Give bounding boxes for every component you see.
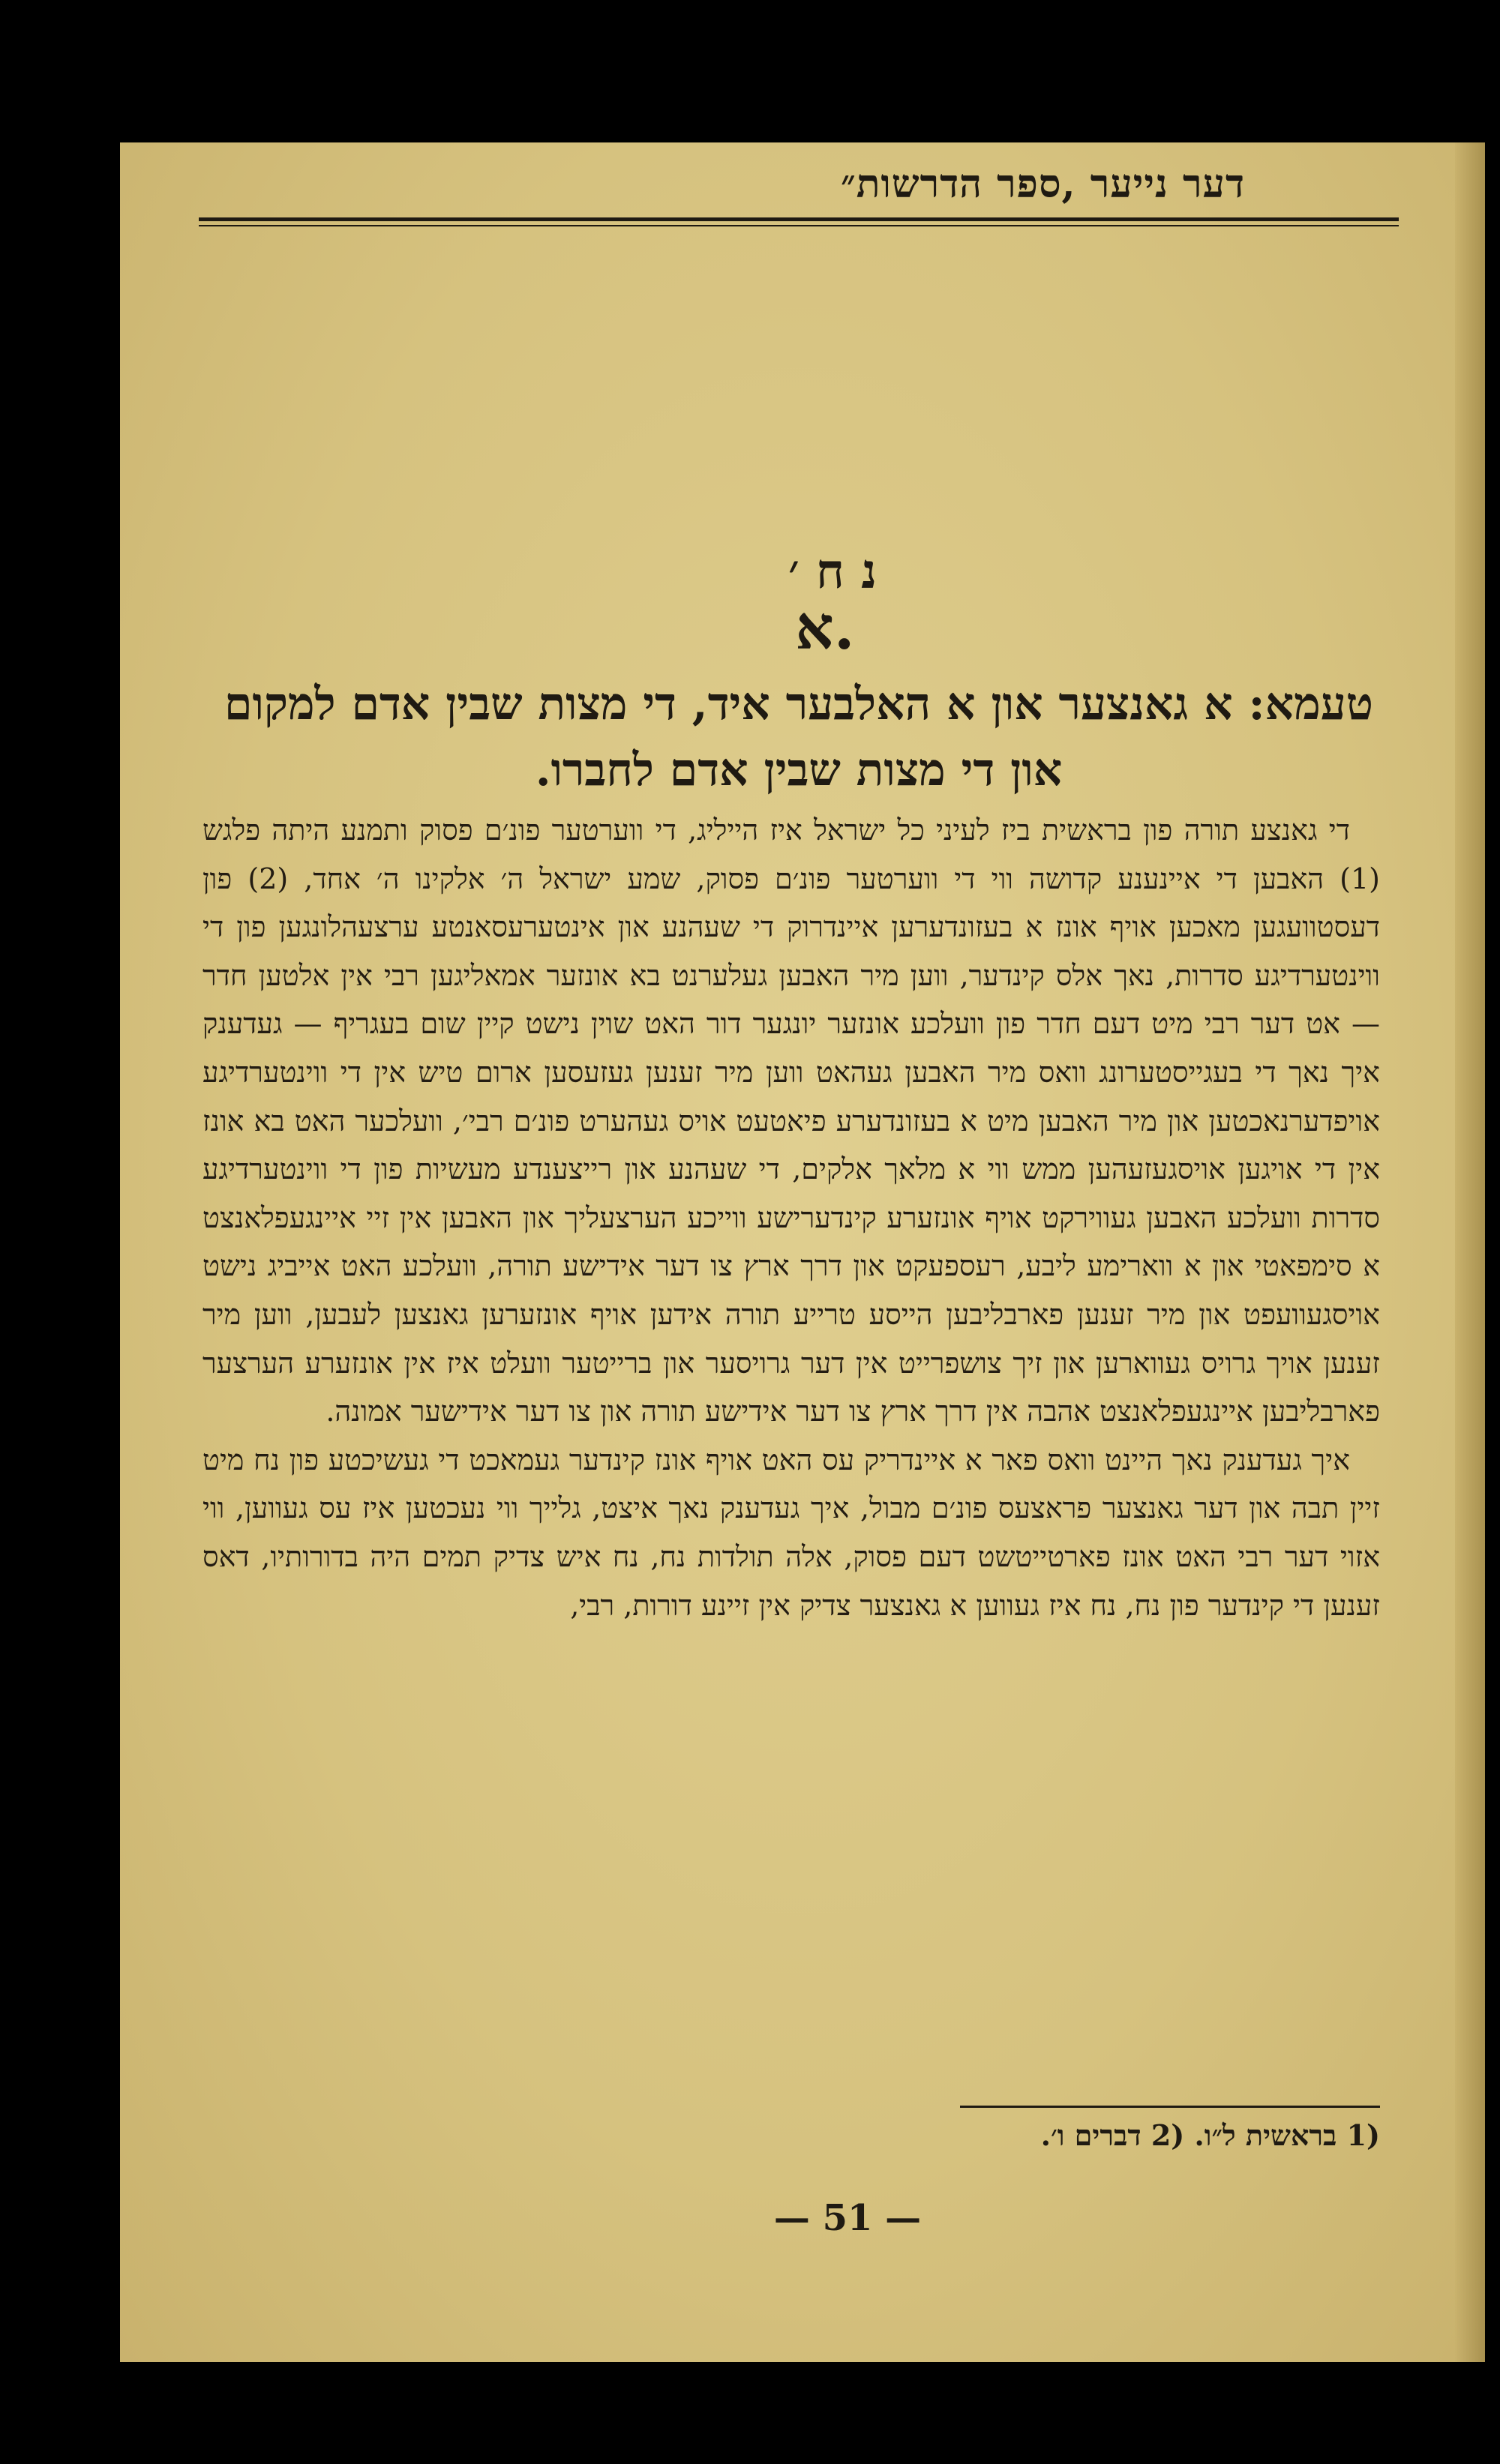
running-head: דער נייער ,ספר הדרשות״ <box>840 161 1245 207</box>
section-letter: א. <box>795 592 855 663</box>
body-text <box>202 806 1380 1629</box>
page-number: — 51 — <box>773 2197 922 2239</box>
paragraph: איך געדענק נאך היינט וואס פאר א איינדריק עס האט אויף אונז קינדער געמאכט די געשיכטע פון נח מיט זיין תבה און דער גאנצער פראצעס פונ׳ם מבול, איך געדענק נאך איצט, גלייך ווי נעכטען איז עס געווען, ווי אזוי דער רבי האט אונז פארטייטשט דעם פסוק, אלה תולדות נח, נח איש צדיק תמים היה בדורותיו, דאס זענען די קינדער פון נח, נח איז געווען א גאנצער צדיק אין זיינע דורות, רבי, <box>202 1443 1380 1622</box>
paragraph: די גאנצע תורה פון בראשית ביז לעיני כל ישראל איז הייליג, די ווערטער פונ׳ם פסוק ותמנע היתה פלגש (1) האבען די איינענע קדושה ווי די ווערטער פונ׳ם פסוק, שמע ישראל ה׳ אלקינו ה׳ אחד, (2) פון דעסטוועגען מאכען אויף אונז א בעזונדערען איינדרוק די שעהנע און אינטערעסאנטע ערצעהלונגען פון די ווינטערדיגע סדרות, נאך אלס קינדער, ווען מיר האבען געלערנט בא אונזער אמאליגען רבי אין אלטען חדר — אט דער רבי מיט דעם חדר פון וועלכע אונזער יונגער דור האט שוין נישט קיין שום בעגריף — געדענק איך נאך די בעגייסטערונג וואס מיר האבען געהאט ווען מיר זענען געזעסען ארום טיש אין די ווינטערדיגע אויפדערנאכטען און מיר האבען מיט א בעזונדערע פיאטעט אויס געהערט פונ׳ם רבי׳, וועלכער האט בא אונז אין די אויגען אויסגעזעהען ממש ווי א מלאך אלקים, די שעהנע און רייצענדע מעשיות פון די ווינטערדיגע סדרות וועלכע האבען געווירקט אויף אונזערע קינדערישע ווייכע הערצעליך און האבען אין זיי איינגעפלאנצט א סימפאטי און א ווארימע ליבע, רעספעקט און דרך ארץ צו דער אידישע תורה, וועלכע האט אייביג נישט אויסגעוועפט און מיר זענען פארבליבען הייסע טרייע תורה אידען אויף אונזערען גאנצען לעבען, ווען מיר זענען אויך גרויס געווארען און זיך צושפרייט אין דער גרויסער און ברייטער וועלט איז אין אונזערע הערצער פארבליבען איינגעפלאנצט אהבה אין דרך ארץ צו דער אידישע תורה און צו דער אידישער אמונה. <box>202 814 1381 1428</box>
footnotes: (1 בראשית ל״ו. (2 דברים ו׳. <box>1040 2118 1380 2152</box>
header-rule <box>199 217 1399 226</box>
footnote-rule <box>960 2106 1380 2108</box>
page-edge <box>1455 142 1485 2362</box>
section-heading: טעמא: א גאנצער און א האלבער איד, די מצות שבין אדם למקום און די מצות שבין אדם לחברו. <box>224 678 1373 796</box>
parsha-title: נ ח ׳ <box>788 544 878 600</box>
